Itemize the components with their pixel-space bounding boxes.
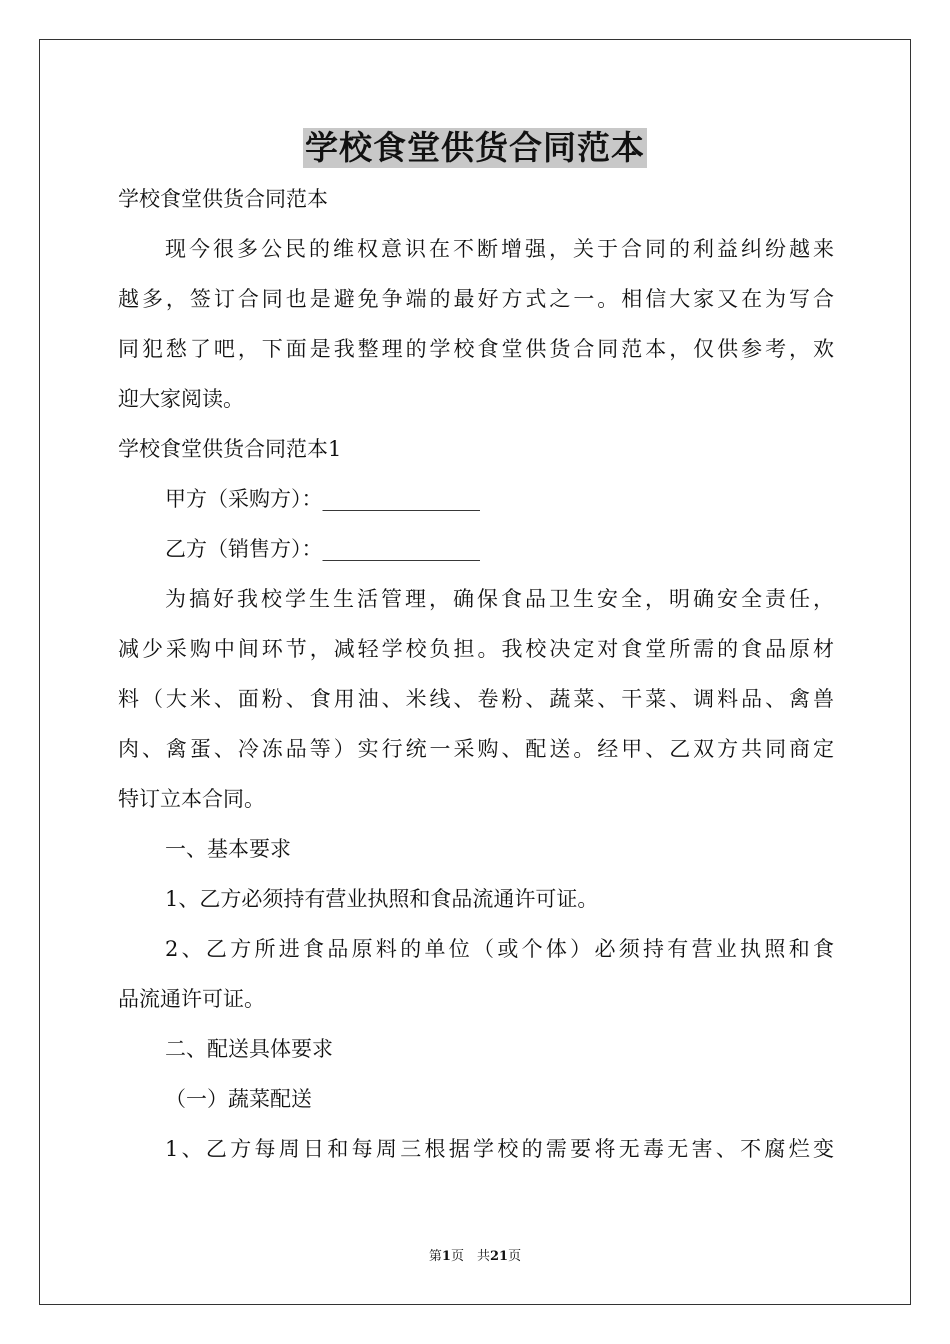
footer-page-number: 1 (441, 1249, 451, 1264)
party-a-field: 甲方（采购方）：_______________ (165, 487, 480, 511)
footer-page-prefix: 第 (428, 1249, 442, 1264)
section-title: 学校食堂供货合同范本1 (118, 437, 342, 461)
clause-1-1: 1、乙方必须持有营业执照和食品流通许可证。 (165, 887, 599, 911)
clause-1-2-line: 2、乙方所进食品原料的单位（或个体）必须持有营业执照和食 (165, 937, 834, 961)
purpose-line: 减少采购中间环节，减轻学校负担。我校决定对食堂所需的食品原材 (118, 637, 834, 661)
intro-line: 同犯愁了吧，下面是我整理的学校食堂供货合同范本，仅供参考，欢 (118, 337, 834, 361)
footer-page-suffix: 页 (508, 1249, 522, 1264)
footer-page-mid: 页 共 (450, 1249, 490, 1264)
heading-delivery-requirements: 二、配送具体要求 (165, 1037, 333, 1061)
intro-line: 迎大家阅读。 (118, 387, 244, 411)
clause-2-1: 1、乙方每周日和每周三根据学校的需要将无毒无害、不腐烂变 (165, 1137, 834, 1161)
clause-1-2-line: 品流通许可证。 (118, 987, 265, 1011)
intro-line: 现今很多公民的维权意识在不断增强，关于合同的利益纠纷越来 (165, 237, 834, 261)
document-title: 学校食堂供货合同范本 (305, 128, 645, 167)
heading-basic-requirements: 一、基本要求 (165, 837, 291, 861)
sub-heading-vegetable-delivery: （一）蔬菜配送 (165, 1087, 312, 1111)
purpose-line: 特订立本合同。 (118, 787, 265, 811)
intro-line: 越多，签订合同也是避免争端的最好方式之一。相信大家又在为写合 (118, 287, 834, 311)
party-b-field: 乙方（销售方）：_______________ (165, 537, 480, 561)
purpose-line: 肉、禽蛋、冷冻品等）实行统一采购、配送。经甲、乙双方共同商定 (118, 737, 834, 761)
document-subtitle: 学校食堂供货合同范本 (118, 187, 328, 211)
purpose-line: 料（大米、面粉、食用油、米线、卷粉、蔬菜、干菜、调料品、禽兽 (118, 687, 834, 711)
page-border (39, 39, 911, 1305)
purpose-line: 为搞好我校学生生活管理，确保食品卫生安全，明确安全责任， (165, 587, 834, 611)
page-footer (0, 1248, 950, 1266)
title-container (0, 128, 950, 168)
footer-total-pages: 21 (489, 1249, 509, 1264)
